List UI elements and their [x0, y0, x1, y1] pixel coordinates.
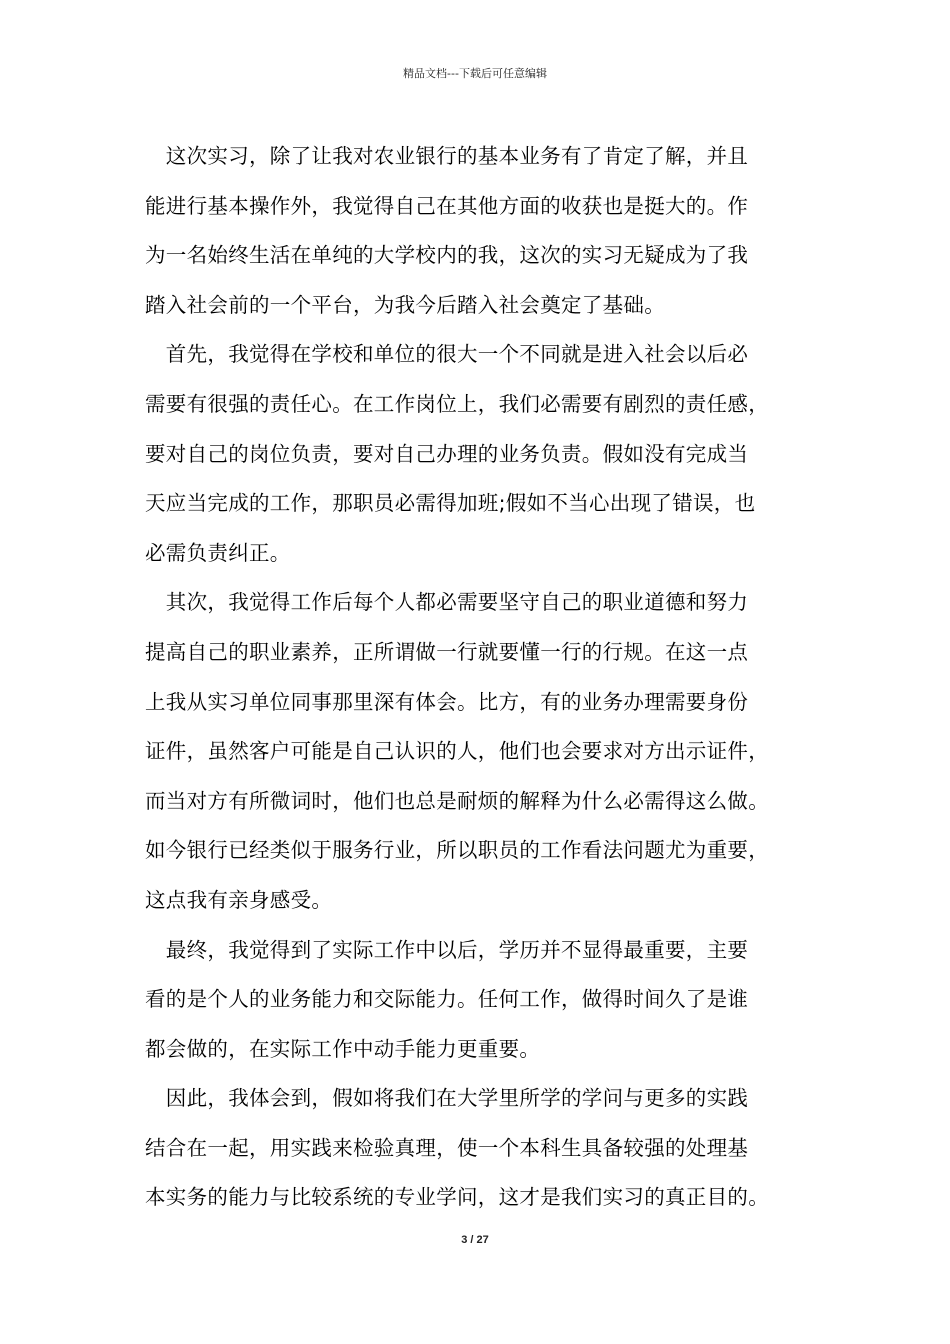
page-header: 精品文档---下载后可任意编辑	[403, 67, 547, 80]
paragraph-internship-gains	[145, 132, 835, 330]
text-line: 如今银行已经类似于服务行业，所以职员的工作看法问题尤为重要，	[145, 838, 769, 863]
text-line: 这次实习，除了让我对农业银行的基本业务有了肯定了解，并且	[145, 144, 749, 168]
text-line: 而当对方有所微词时，他们也总是耐烦的解释为什么必需得这么做。	[145, 788, 769, 813]
document-body	[145, 132, 835, 1223]
text-line: 这点我有亲身感受。	[145, 887, 333, 912]
paragraph-responsibility	[145, 330, 835, 578]
text-line: 天应当完成的工作，那职员必需得加班;假如不当心出现了错误，也	[145, 491, 756, 516]
text-line: 要对自己的岗位负责，要对自己办理的业务负责。假如没有完成当	[145, 441, 749, 466]
text-line: 因此，我体会到，假如将我们在大学里所学的学问与更多的实践	[145, 1086, 749, 1111]
page-number: 3 / 27	[461, 1234, 489, 1246]
text-line: 需要有很强的责任心。在工作岗位上，我们必需要有剧烈的责任感，	[145, 391, 769, 416]
text-line: 看的是个人的业务能力和交际能力。任何工作，做得时间久了是谁	[145, 987, 749, 1012]
text-line: 能进行基本操作外，我觉得自己在其他方面的收获也是挺大的。作	[145, 193, 749, 218]
text-line: 为一名始终生活在单纯的大学校内的我，这次的实习无疑成为了我	[145, 243, 749, 268]
text-line: 上我从实习单位同事那里深有体会。比方，有的业务办理需要身份	[145, 689, 749, 714]
text-line: 其次，我觉得工作后每个人都必需要坚守自己的职业道德和努力	[145, 590, 749, 615]
text-line: 必需负责纠正。	[145, 540, 291, 565]
text-line: 证件，虽然客户可能是自己认识的人，他们也会要求对方出示证件，	[145, 739, 769, 764]
text-line: 首先，我觉得在学校和单位的很大一个不同就是进入社会以后必	[145, 342, 749, 367]
text-line: 都会做的，在实际工作中动手能力更重要。	[145, 1036, 541, 1061]
text-line: 结合在一起，用实践来检验真理，使一个本科生具备较强的处理基	[145, 1135, 749, 1160]
text-line: 本实务的能力与比较系统的专业学问，这才是我们实习的真正目的。	[145, 1185, 769, 1210]
text-line: 提高自己的职业素养，正所谓做一行就要懂一行的行规。在这一点	[145, 639, 749, 664]
text-line: 踏入社会前的一个平台，为我今后踏入社会奠定了基础。	[145, 292, 665, 317]
text-line: 最终，我觉得到了实际工作中以后，学历并不显得最重要，主要	[145, 937, 749, 962]
paragraph-professional-ethics	[145, 578, 835, 925]
paragraph-conclusion	[145, 1074, 835, 1223]
paragraph-practical-ability	[145, 926, 835, 1075]
